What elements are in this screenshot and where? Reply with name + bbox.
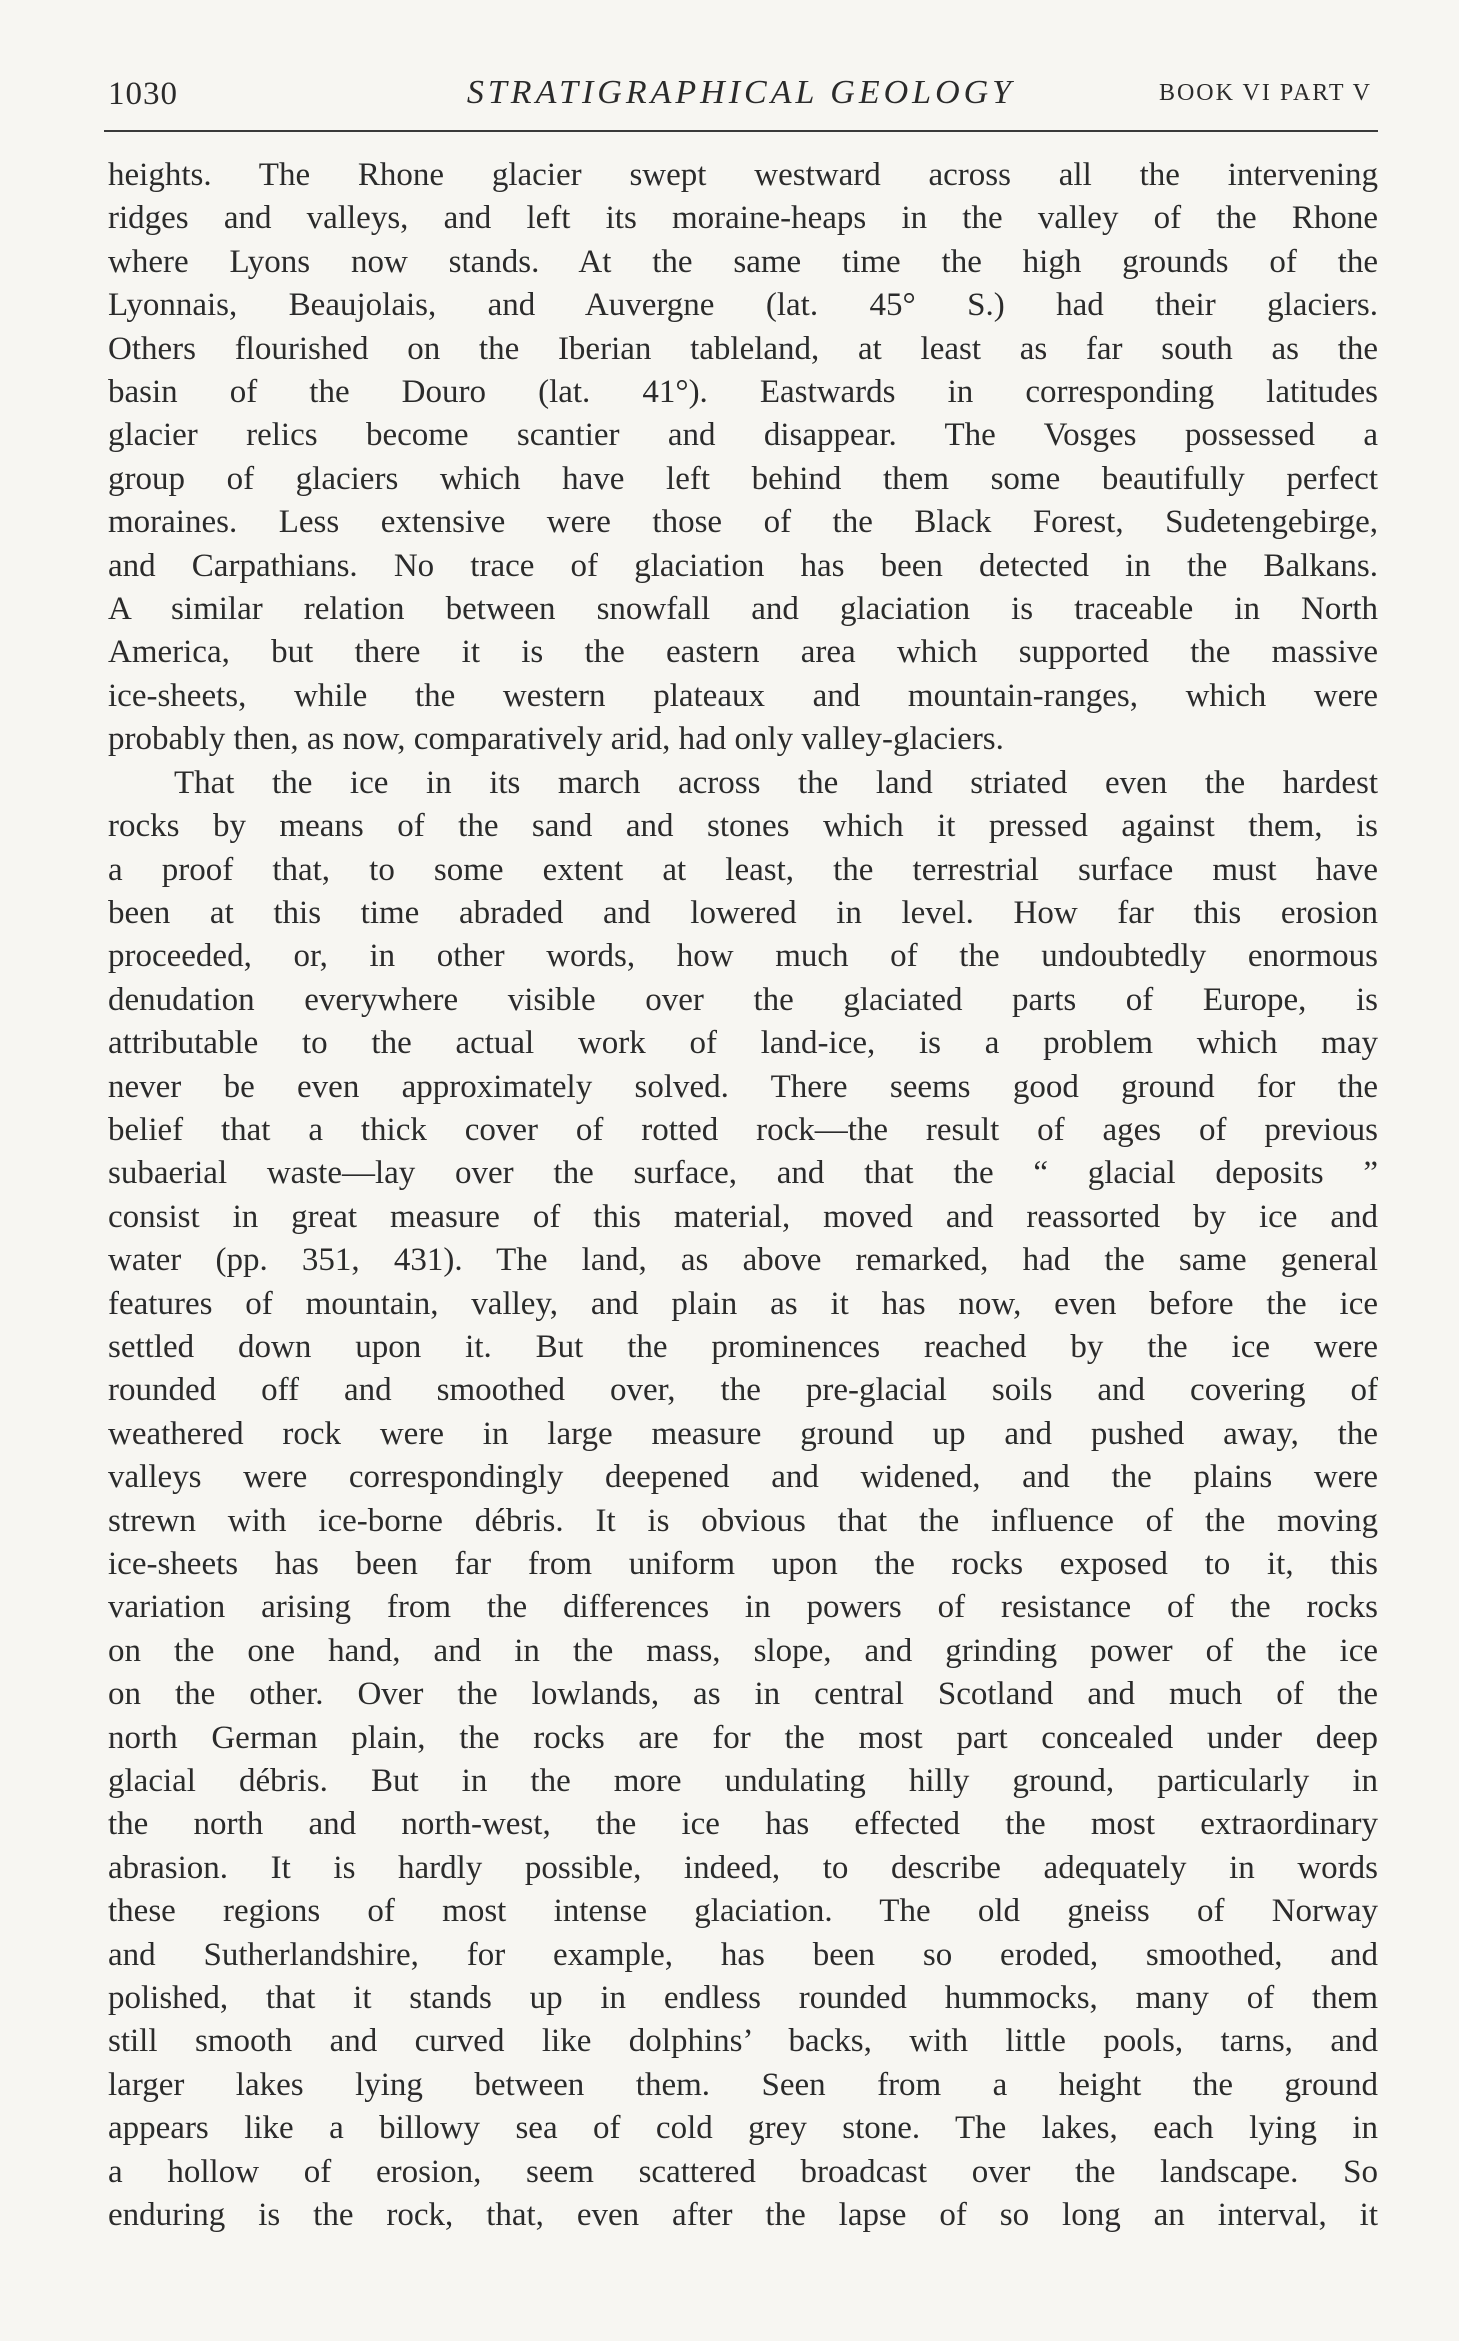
- text-line: where Lyons now stands. At the same time the high grounds of the: [108, 243, 1378, 280]
- text-line: subaerial waste—lay over the surface, and that the “ glacial deposits ”: [108, 1155, 1378, 1192]
- text-line: denudation everywhere visible over the glaciated parts of Europe, is: [108, 981, 1378, 1018]
- text-line: moraines. Less extensive were those of the Black Forest, Sudetengebirge,: [108, 504, 1378, 541]
- text-line: glacier relics become scantier and disappear. The Vosges possessed a: [108, 417, 1378, 454]
- text-line: probably then, as now, comparatively arid, had only valley-glaciers.: [108, 721, 1004, 758]
- text-line: rounded off and smoothed over, the pre-glacial soils and covering of: [108, 1372, 1378, 1409]
- text-line: polished, that it stands up in endless rounded hummocks, many of them: [108, 1980, 1378, 2017]
- text-line: and Carpathians. No trace of glaciation has been detected in the Balkans.: [108, 547, 1378, 584]
- paragraph-1: [108, 154, 1378, 762]
- text-line: never be even approximately solved. There seems good ground for the: [108, 1068, 1378, 1105]
- text-line: strewn with ice-borne débris. It is obvious that the influence of the moving: [108, 1502, 1378, 1539]
- text-line: a proof that, to some extent at least, the terrestrial surface must have: [108, 851, 1378, 888]
- text-line: heights. The Rhone glacier swept westward across all the intervening: [108, 157, 1378, 193]
- page-number: 1030: [108, 76, 178, 112]
- text-line: ice-sheets, while the western plateaux and mountain-ranges, which were: [108, 677, 1378, 714]
- header-rule: [104, 130, 1378, 132]
- text-line: features of mountain, valley, and plain as it has now, even before the ice: [108, 1285, 1378, 1322]
- text-line: still smooth and curved like dolphins’ backs, with little pools, tarns, and: [108, 2023, 1378, 2060]
- text-line: a hollow of erosion, seem scattered broadcast over the landscape. So: [108, 2153, 1378, 2190]
- running-head: [100, 68, 1382, 124]
- running-title: STRATIGRAPHICAL GEOLOGY: [466, 74, 1016, 111]
- book-page: [100, 68, 1382, 2238]
- text-line: on the one hand, and in the mass, slope, and grinding power of the ice: [108, 1632, 1378, 1669]
- text-line: consist in great measure of this material, moved and reassorted by ice and: [108, 1198, 1378, 1235]
- text-line: That the ice in its march across the land striated even the hardest: [174, 764, 1378, 801]
- book-part-label: BOOK VI PART V: [1158, 80, 1372, 106]
- text-line: on the other. Over the lowlands, as in central Scotland and much of the: [108, 1676, 1378, 1713]
- text-line: A similar relation between snowfall and glaciation is traceable in North: [108, 591, 1378, 628]
- text-line: valleys were correspondingly deepened and widened, and the plains were: [108, 1459, 1378, 1496]
- text-line: been at this time abraded and lowered in level. How far this erosion: [108, 894, 1378, 931]
- text-line: the north and north-west, the ice has effected the most extraordinary: [108, 1806, 1378, 1843]
- text-line: abrasion. It is hardly possible, indeed, to describe adequately in words: [108, 1849, 1378, 1886]
- text-line: group of glaciers which have left behind them some beautifully perfect: [108, 460, 1378, 497]
- text-line: proceeded, or, in other words, how much of the undoubtedly enormous: [108, 938, 1378, 975]
- text-line: belief that a thick cover of rotted rock—the result of ages of previous: [108, 1111, 1378, 1148]
- text-line: ridges and valleys, and left its moraine-heaps in the valley of the Rhone: [108, 200, 1378, 237]
- text-line: water (pp. 351, 431). The land, as above remarked, had the same general: [108, 1242, 1378, 1279]
- text-line: and Sutherlandshire, for example, has been so eroded, smoothed, and: [108, 1936, 1378, 1973]
- text-line: larger lakes lying between them. Seen from a height the ground: [108, 2066, 1378, 2103]
- text-line: attributable to the actual work of land-ice, is a problem which may: [108, 1025, 1378, 1062]
- text-line: north German plain, the rocks are for the most part concealed under deep: [108, 1719, 1378, 1756]
- text-line: basin of the Douro (lat. 41°). Eastwards in corresponding latitudes: [108, 374, 1378, 411]
- text-line: Others flourished on the Iberian tableland, at least as far south as the: [108, 330, 1378, 367]
- text-line: weathered rock were in large measure ground up and pushed away, the: [108, 1415, 1378, 1452]
- text-line: variation arising from the differences in powers of resistance of the rocks: [108, 1589, 1378, 1626]
- body-text: [100, 154, 1382, 2238]
- text-line: rocks by means of the sand and stones which it pressed against them, is: [108, 808, 1378, 845]
- text-line: America, but there it is the eastern area which supported the massive: [108, 634, 1378, 671]
- paragraph-2: [108, 762, 1378, 2238]
- text-line: settled down upon it. But the prominences reached by the ice were: [108, 1328, 1378, 1365]
- text-line: enduring is the rock, that, even after the lapse of so long an interval, it: [108, 2197, 1378, 2234]
- text-line: appears like a billowy sea of cold grey stone. The lakes, each lying in: [108, 2110, 1378, 2147]
- text-line: Lyonnais, Beaujolais, and Auvergne (lat. 45° S.) had their glaciers.: [108, 287, 1378, 324]
- text-line: ice-sheets has been far from uniform upon the rocks exposed to it, this: [108, 1546, 1378, 1582]
- text-line: these regions of most intense glaciation. The old gneiss of Norway: [108, 1893, 1378, 1930]
- text-line: glacial débris. But in the more undulating hilly ground, particularly in: [108, 1763, 1378, 1800]
